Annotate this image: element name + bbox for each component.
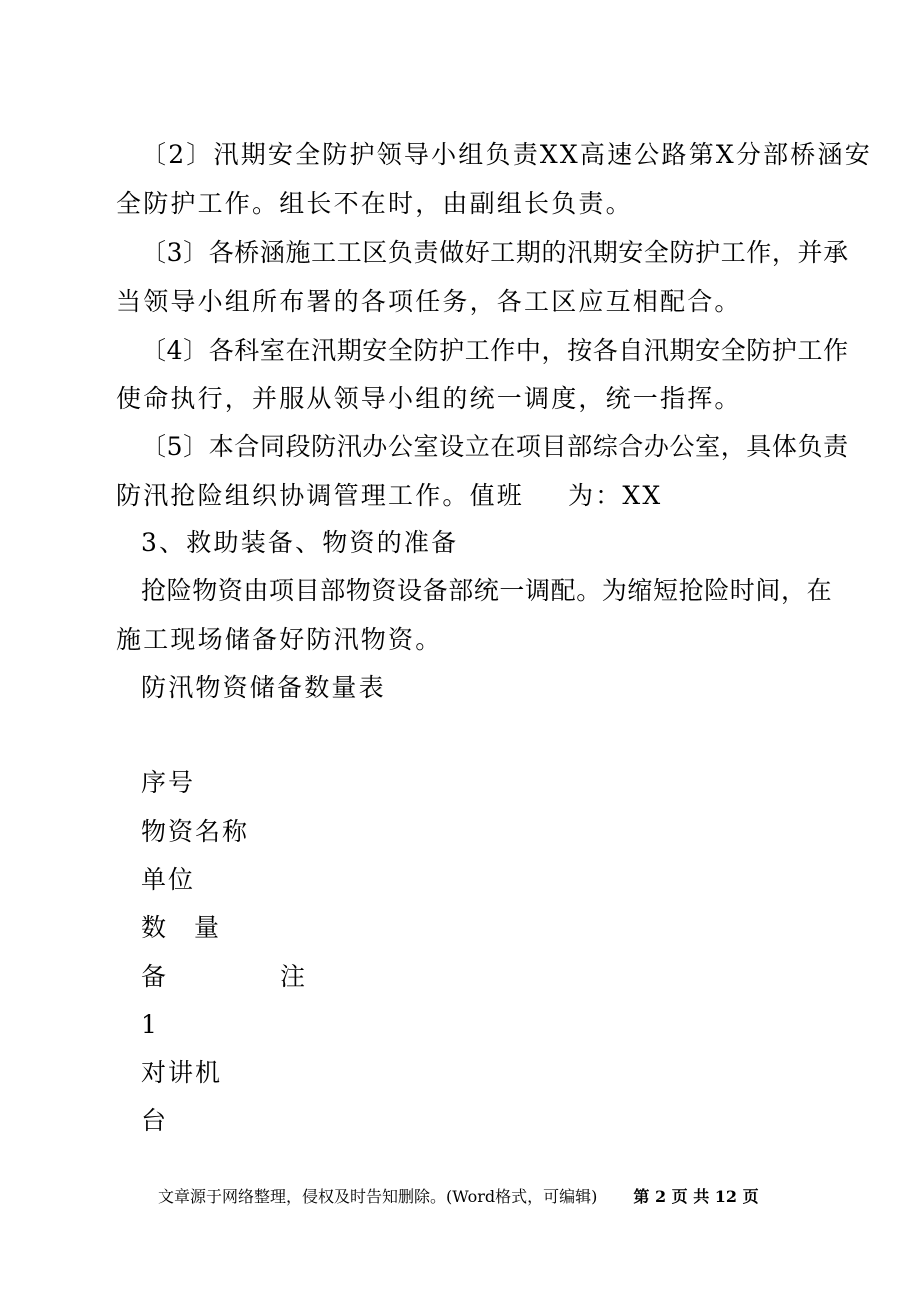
section-3-line-2: 施工现场储备好防汛物资。 [116, 625, 443, 654]
paragraph-5-line-1: 〔5〕本合同段防汛办公室设立在项目部综合办公室，具体负责 [141, 432, 849, 461]
table-header-quantity [141, 913, 221, 943]
paragraph-5-text: 防汛抢险组织协调管理工作。值班 [116, 481, 525, 510]
table-header-note [141, 962, 307, 992]
table-row-1-name: 对讲机 [141, 1058, 223, 1087]
table-header-unit: 单位 [141, 865, 196, 894]
paragraph-5-line-2 [116, 481, 816, 511]
footer-source-note: 文章源于网络整理，侵权及时告知删除。(Word格式，可编辑) [158, 1187, 598, 1206]
table-header-name: 物资名称 [141, 817, 250, 846]
table-title: 防汛物资储备数量表 [141, 673, 386, 702]
note-char-2: 注 [280, 962, 308, 991]
quantity-char-1: 数 [141, 913, 169, 942]
section-3-heading: 3、救助装备、物资的准备 [141, 528, 459, 557]
page-footer [158, 1186, 759, 1208]
note-char-1: 备 [141, 962, 169, 991]
paragraph-3-line-1: 〔3〕各桥涵施工工区负责做好工期的汛期安全防护工作，并承 [141, 238, 849, 267]
paragraph-2-line-2: 全防护工作。组长不在时，由副组长负责。 [116, 189, 633, 218]
table-header-seq: 序号 [141, 768, 196, 797]
paragraph-2-line-1: 〔2〕汛期安全防护领导小组负责XX高速公路第X分部桥涵安 [141, 140, 872, 169]
duty-person: 为：XX [568, 481, 663, 510]
table-row-1-seq: 1 [141, 1010, 159, 1039]
quantity-char-2: 量 [194, 913, 222, 942]
section-3-line-1: 抢险物资由项目部物资设备部统一调配。为缩短抢险时间，在 [141, 576, 833, 605]
footer-page-indicator: 第 2 页 共 12 页 [633, 1187, 759, 1206]
paragraph-4-line-2: 使命执行，并服从领导小组的统一调度，统一指挥。 [116, 384, 742, 413]
paragraph-3-line-2: 当领导小组所布署的各项任务，各工区应互相配合。 [116, 287, 742, 316]
paragraph-4-line-1: 〔4〕各科室在汛期安全防护工作中，按各自汛期安全防护工作 [141, 336, 849, 365]
table-row-1-unit: 台 [141, 1106, 169, 1135]
